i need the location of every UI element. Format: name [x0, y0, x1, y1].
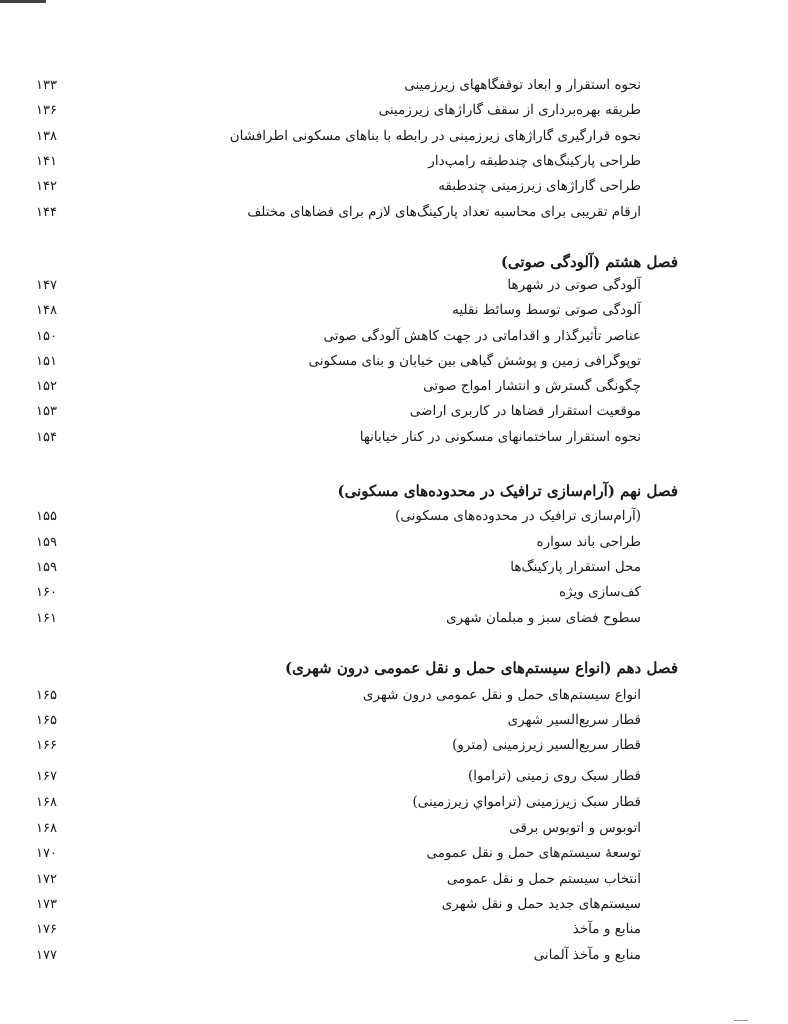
toc-entry-title: (آرام‌سازی ترافیک در محدوده‌های مسکونی): [395, 508, 641, 524]
toc-entry[interactable]: [0, 349, 788, 374]
toc-entry[interactable]: [0, 504, 788, 529]
toc-entry-page: ۱۶۸: [36, 795, 57, 810]
toc-entry[interactable]: [0, 708, 788, 733]
toc-entry[interactable]: [0, 892, 788, 917]
chapter-heading[interactable]: فصل دهم (انواع سیستم‌های حمل و نقل عمومی درون شهری): [285, 659, 678, 677]
toc-entry-title: سیستم‌های جدید حمل و نقل شهری: [441, 896, 641, 912]
toc-entry[interactable]: [0, 943, 788, 968]
toc-entry[interactable]: [0, 273, 788, 298]
toc-entry-title: آلودگی صوتی توسط وسائط نقلیه: [452, 302, 641, 318]
toc-entry-page: ۱۳۸: [36, 129, 57, 144]
toc-entry-page: ۱۶۱: [36, 611, 57, 626]
toc-entry[interactable]: [0, 73, 788, 98]
toc-entry-page: ۱۵۱: [36, 354, 57, 369]
toc-entry-page: ۱۴۷: [36, 278, 57, 293]
toc-entry-title: توپوگرافی زمین و پوشش گیاهی بین خیابان و بنای مسکونی: [308, 353, 641, 369]
toc-entry-title: طراحی پارکینگ‌های چندطبقه رامپ‌دار: [428, 153, 641, 169]
toc-entry-page: ۱۴۱: [36, 154, 57, 169]
toc-entry-page: ۱۷۶: [36, 922, 57, 937]
toc-entry-title: انواع سیستم‌های حمل و نقل عمومی درون شهری: [362, 687, 641, 703]
toc-entry-page: ۱۵۰: [36, 329, 57, 344]
toc-entry-title: طریقه بهره‌برداری از سقف گاراژهای زیرزمینی: [378, 102, 641, 118]
toc-entry[interactable]: [0, 816, 788, 841]
toc-entry-title: قطار سریع‌السیر زیرزمینی (مترو): [452, 737, 641, 753]
scan-edge-mark: [734, 1020, 748, 1021]
toc-entry-title: منابع و مآخذ: [572, 921, 641, 937]
toc-entry-page: ۱۴۸: [36, 303, 57, 318]
toc-entry-title: محل استقرار پارکینگ‌ها: [510, 559, 641, 575]
toc-entry-page: ۱۳۶: [36, 103, 57, 118]
toc-entry-page: ۱۷۰: [36, 846, 57, 861]
toc-entry-title: نحوه قرارگیری گاراژهای زیرزمینی در رابطه با بناهای مسکونی اطرافشان: [229, 128, 641, 144]
toc-entry-page: ۱۵۹: [36, 535, 57, 550]
toc-entry-title: نحوه استقرار و ابعاد توقفگاههای زیرزمینی: [404, 77, 641, 93]
toc-entry-title: اتوبوس و اتوبوس برقی: [509, 820, 641, 836]
toc-entry[interactable]: [0, 841, 788, 866]
toc-entry-page: ۱۶۰: [36, 585, 57, 600]
toc-entry-page: ۱۳۳: [36, 78, 57, 93]
toc-entry[interactable]: [0, 580, 788, 605]
toc-entry-page: ۱۵۵: [36, 509, 57, 524]
toc-entry-title: سطوح فضای سبز و مبلمان شهری: [446, 610, 641, 626]
toc-entry-title: طراحی باند سواره: [536, 534, 641, 550]
toc-entry[interactable]: [0, 399, 788, 424]
toc-entry-title: عناصر تأثیرگذار و اقداماتی در جهت کاهش آلودگی صوتی: [323, 328, 641, 344]
toc-entry[interactable]: [0, 124, 788, 149]
toc-entry-title: آلودگی صوتی در شهرها: [507, 277, 641, 293]
toc-entry[interactable]: [0, 764, 788, 789]
toc-entry-page: ۱۶۶: [36, 738, 57, 753]
toc-entry[interactable]: [0, 149, 788, 174]
toc-entry[interactable]: [0, 606, 788, 631]
toc-entry[interactable]: [0, 425, 788, 450]
toc-entry-title: چگونگی گسترش و انتشار امواج صوتی: [423, 378, 641, 394]
toc-entry[interactable]: [0, 174, 788, 199]
toc-entry-title: قطار سریع‌السیر شهری: [507, 712, 641, 728]
toc-entry-title: منابع و مآخذ آلمانی: [533, 947, 641, 963]
toc-entry-page: ۱۵۳: [36, 404, 57, 419]
toc-entry-page: ۱۵۴: [36, 430, 57, 445]
toc-entry-page: ۱۷۲: [36, 872, 57, 887]
toc-entry[interactable]: [0, 683, 788, 708]
toc-entry[interactable]: [0, 200, 788, 225]
toc-entry-page: ۱۴۲: [36, 179, 57, 194]
toc-entry[interactable]: [0, 917, 788, 942]
toc-entry-page: ۱۶۵: [36, 688, 57, 703]
toc-entry-title: نحوه استقرار ساختمانهای مسکونی در کنار خیابانها: [359, 429, 641, 445]
toc-entry-page: ۱۷۳: [36, 897, 57, 912]
chapter-heading[interactable]: فصل هشتم (آلودگی صوتی): [500, 253, 678, 271]
toc-entry[interactable]: [0, 867, 788, 892]
toc-entry-title: توسعهٔ سیستم‌های حمل و نقل عمومی: [426, 845, 641, 861]
toc-entry-page: ۱۴۴: [36, 205, 57, 220]
toc-entry-page: ۱۶۸: [36, 821, 57, 836]
toc-entry-title: کف‌سازی ویژه: [558, 584, 641, 600]
toc-entry-page: ۱۶۵: [36, 713, 57, 728]
toc-entry[interactable]: [0, 733, 788, 758]
toc-entry-title: انتخاب سیستم حمل و نقل عمومی: [446, 871, 641, 887]
toc-entry-title: قطار سبک زیرزمینی (ترامواي زیرزمینی): [412, 794, 641, 810]
toc-entry-title: قطار سبک روی زمینی (تراموا): [468, 768, 641, 784]
toc-entry[interactable]: [0, 374, 788, 399]
toc-entry[interactable]: [0, 298, 788, 323]
toc-entry[interactable]: [0, 555, 788, 580]
toc-entry-page: ۱۶۷: [36, 769, 57, 784]
toc-entry-page: ۱۷۷: [36, 948, 57, 963]
scan-edge-mark: [0, 0, 46, 3]
toc-entry[interactable]: [0, 98, 788, 123]
toc-entry-title: طراحی گاراژهای زیرزمینی چندطبقه: [438, 178, 641, 194]
chapter-heading[interactable]: فصل نهم (آرام‌سازی ترافیک در محدوده‌های مسکونی): [337, 482, 678, 500]
toc-entry-title: ارقام تقریبی برای محاسبه تعداد پارکینگ‌های لازم برای فضاهای مختلف: [247, 204, 641, 220]
toc-entry[interactable]: [0, 790, 788, 815]
toc-entry[interactable]: [0, 324, 788, 349]
toc-entry[interactable]: [0, 530, 788, 555]
toc-entry-page: ۱۵۹: [36, 560, 57, 575]
toc-entry-title: موقعیت استقرار فضاها در کاربری اراضی: [409, 403, 641, 419]
toc-entry-page: ۱۵۲: [36, 379, 57, 394]
